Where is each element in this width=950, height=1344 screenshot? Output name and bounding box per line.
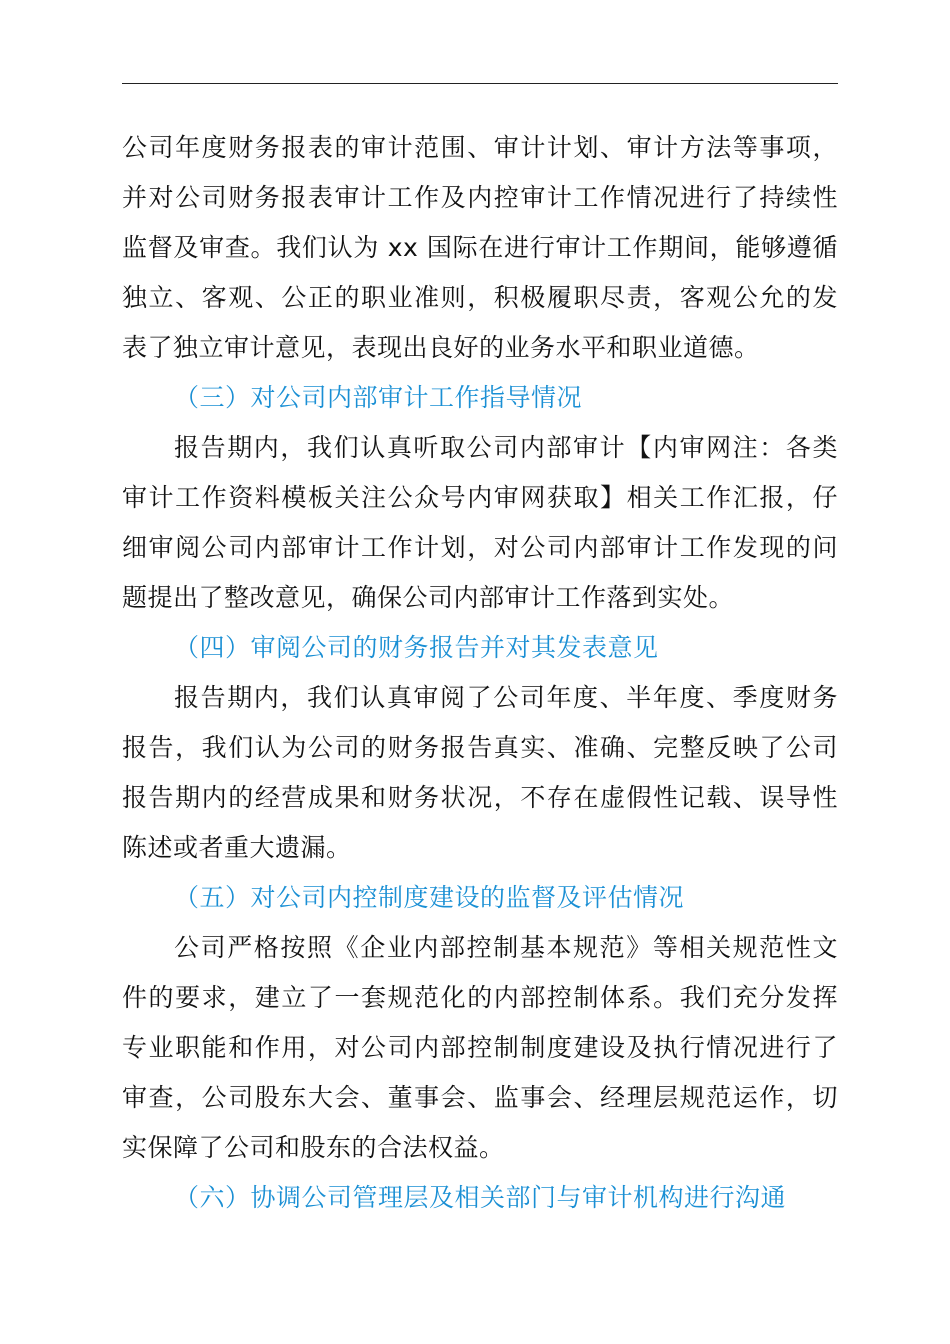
text-line: 监督及审查。我们认为 xx 国际在进行审计工作期间，能够遵循 (122, 233, 838, 262)
paragraph-financial-report (122, 673, 838, 873)
text-line: 陈述或者重大遗漏。 (122, 833, 352, 862)
text-line: 报告期内，我们认真听取公司内部审计【内审网注：各类 (174, 433, 838, 462)
paragraph-internal-audit (122, 423, 838, 623)
text-line: 实保障了公司和股东的合法权益。 (122, 1133, 505, 1162)
section-heading-4: （四）审阅公司的财务报告并对其发表意见 (174, 633, 659, 662)
document-body (122, 123, 838, 1223)
text-line: 并对公司财务报表审计工作及内控审计工作情况进行了持续性 (122, 183, 838, 212)
text-line: 报告，我们认为公司的财务报告真实、准确、完整反映了公司 (122, 733, 838, 762)
section-heading-5: （五）对公司内控制度建设的监督及评估情况 (174, 883, 685, 912)
text-line: 细审阅公司内部审计工作计划，对公司内部审计工作发现的问 (122, 533, 838, 562)
text-line: 公司年度财务报表的审计范围、审计计划、审计方法等事项， (122, 133, 838, 162)
text-line: 件的要求，建立了一套规范化的内部控制体系。我们充分发挥 (122, 983, 838, 1012)
text-line: 表了独立审计意见，表现出良好的业务水平和职业道德。 (122, 333, 760, 362)
text-line: 独立、客观、公正的职业准则，积极履职尽责，客观公允的发 (122, 283, 838, 312)
section-heading-3: （三）对公司内部审计工作指导情况 (174, 383, 583, 412)
text-line: 报告期内，我们认真审阅了公司年度、半年度、季度财务 (174, 683, 838, 712)
section-heading-6: （六）协调公司管理层及相关部门与审计机构进行沟通 (174, 1183, 787, 1212)
text-line: 报告期内的经营成果和财务状况，不存在虚假性记载、误导性 (122, 783, 838, 812)
header-rule (122, 83, 838, 84)
paragraph-internal-control (122, 923, 838, 1173)
text-line: 公司严格按照《企业内部控制基本规范》等相关规范性文 (174, 933, 838, 962)
text-line: 题提出了整改意见，确保公司内部审计工作落到实处。 (122, 583, 735, 612)
paragraph-audit-institution (122, 123, 838, 373)
text-line: 审查，公司股东大会、董事会、监事会、经理层规范运作，切 (122, 1083, 838, 1112)
text-line: 审计工作资料模板关注公众号内审网获取】相关工作汇报，仔 (122, 483, 838, 512)
text-line: 专业职能和作用，对公司内部控制制度建设及执行情况进行了 (122, 1033, 838, 1062)
